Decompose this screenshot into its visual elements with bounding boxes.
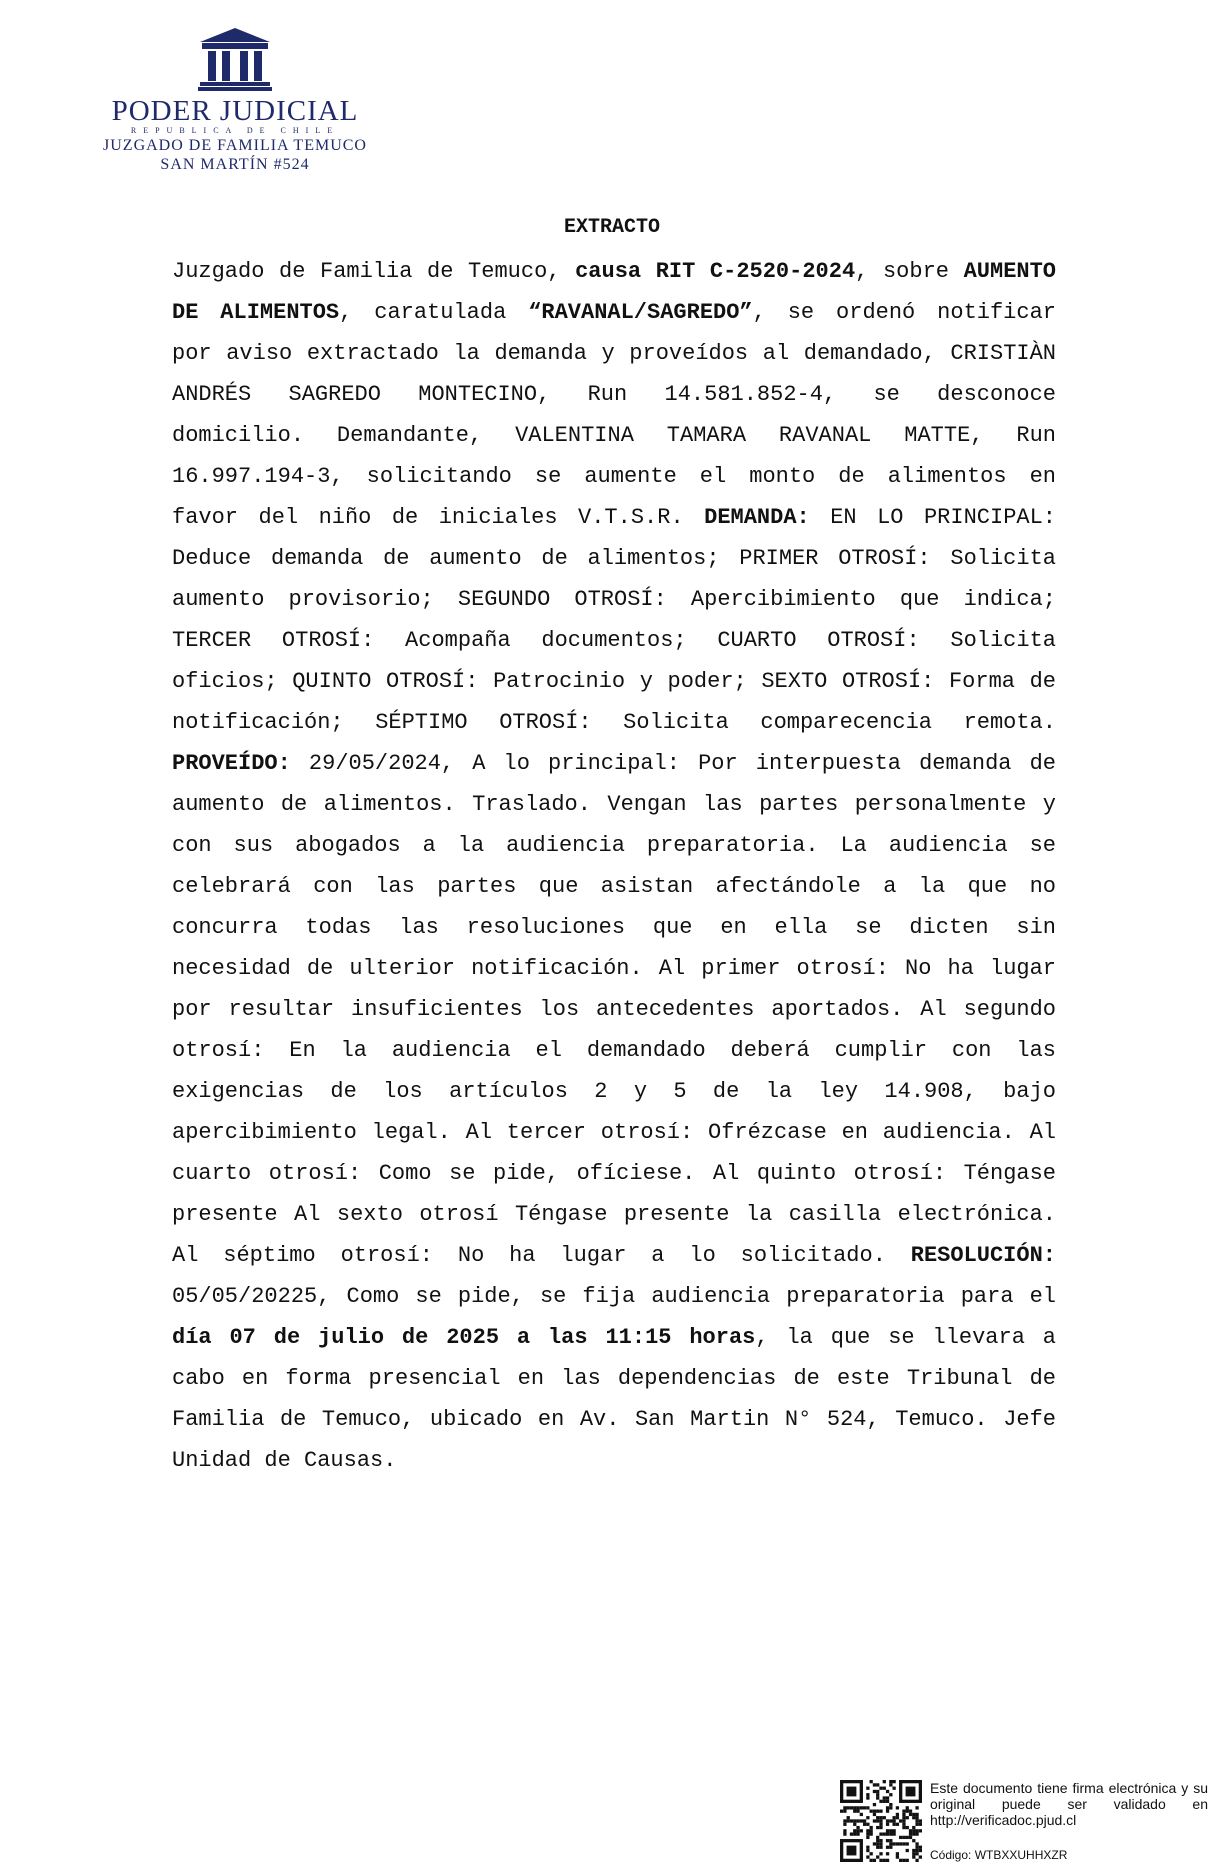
org-subtitle: REPUBLICA DE CHILE [130,126,340,135]
courthouse-logo-icon [198,26,272,92]
bold-text-segment: día 07 de julio de 2025 a las 11:15 horas [172,1325,756,1350]
text-segment: , caratulada [339,300,529,325]
bold-text-segment: causa RIT C-2520-2024 [575,259,856,284]
bold-text-segment: RESOLUCIÓN: [910,1243,1056,1268]
document-title: EXTRACTO [563,216,660,239]
text-segment: , se ordenó notificar por aviso extractado la demanda y proveídos al demandado, CRISTIÀN ANDRÉS SAGREDO MONTECINO, Run 14.581.852-4, se desconoce domicilio. Demandante, VALENTINA TAMARA RAVANAL MATTE, Run 16.997.194-3, solicitando se aumente el monto de alimentos en favor del niño de iniciales V.T.S.R. [172,300,1056,530]
bold-text-segment: AUMENTO DE ALIMENTOS [172,259,1057,325]
court-address: SAN MARTÍN #524 [160,156,310,173]
bold-text-segment: PROVEÍDO: [172,751,291,776]
bold-text-segment: “RAVANAL/SAGREDO” [528,300,753,325]
document-body [172,251,1056,1481]
text-segment: 29/05/2024, A lo principal: Por interpuesta demanda de aumento de alimentos. Traslado. Vengan las partes personalmente y con sus abogados a la audiencia preparatoria. La audiencia se celebrará con las partes que asistan afectándole a la que no concurra todas las resoluciones que en ella se dicten sin necesidad de ulterior notificación. Al primer otrosí: No ha lugar por resultar insuficientes los antecedentes aportados. Al segundo otrosí: En la audiencia el demandado deberá cumplir con las exigencias de los artículos 2 y 5 de la ley 14.908, bajo apercibimiento legal. Al tercer otrosí: Ofrézcase en audiencia. Al cuarto otrosí: Como se pide, ofíciese. Al quinto otrosí: Téngase presente Al sexto otrosí Téngase presente la casilla electrónica. Al séptimo otrosí: No ha lugar a lo solicitado. [172,751,1056,1268]
letterhead [90,26,380,174]
text-segment: Juzgado de Familia de Temuco, [172,259,576,284]
text-segment: EN LO PRINCIPAL: Deduce demanda de aumento de alimentos; PRIMER OTROSÍ: Solicita aumento provisorio; SEGUNDO OTROSÍ: Apercibimiento que indica; TERCER OTROSÍ: Acompaña documentos; CUARTO OTROSÍ: Solicita oficios; QUINTO OTROSÍ: Patrocinio y poder; SEXTO OTROSÍ: Forma de notificación; SÉPTIMO OTROSÍ: Solicita comparecencia remota. [172,505,1057,735]
signature-note: Este documento tiene firma electrónica y su original puede ser validado en http://verificadoc.pjud.cl [930,1780,1208,1828]
org-name: PODER JUDICIAL [111,95,359,127]
verification-code: Código: WTBXXUHHXZR [930,1848,1068,1862]
text-segment: , sobre [855,259,964,284]
text-segment: , la que se llevara a cabo en forma presencial en las dependencias de este Tribunal de Familia de Temuco, ubicado en Av. San Martin N° 524, Temuco. Jefe Unidad de Causas. [172,1325,1056,1473]
qr-code-icon [840,1780,922,1862]
court-name: JUZGADO DE FAMILIA TEMUCO [103,137,367,154]
bold-text-segment: DEMANDA: [704,505,810,530]
text-segment: 05/05/20225, Como se pide, se fija audiencia preparatoria para el [172,1284,1056,1309]
